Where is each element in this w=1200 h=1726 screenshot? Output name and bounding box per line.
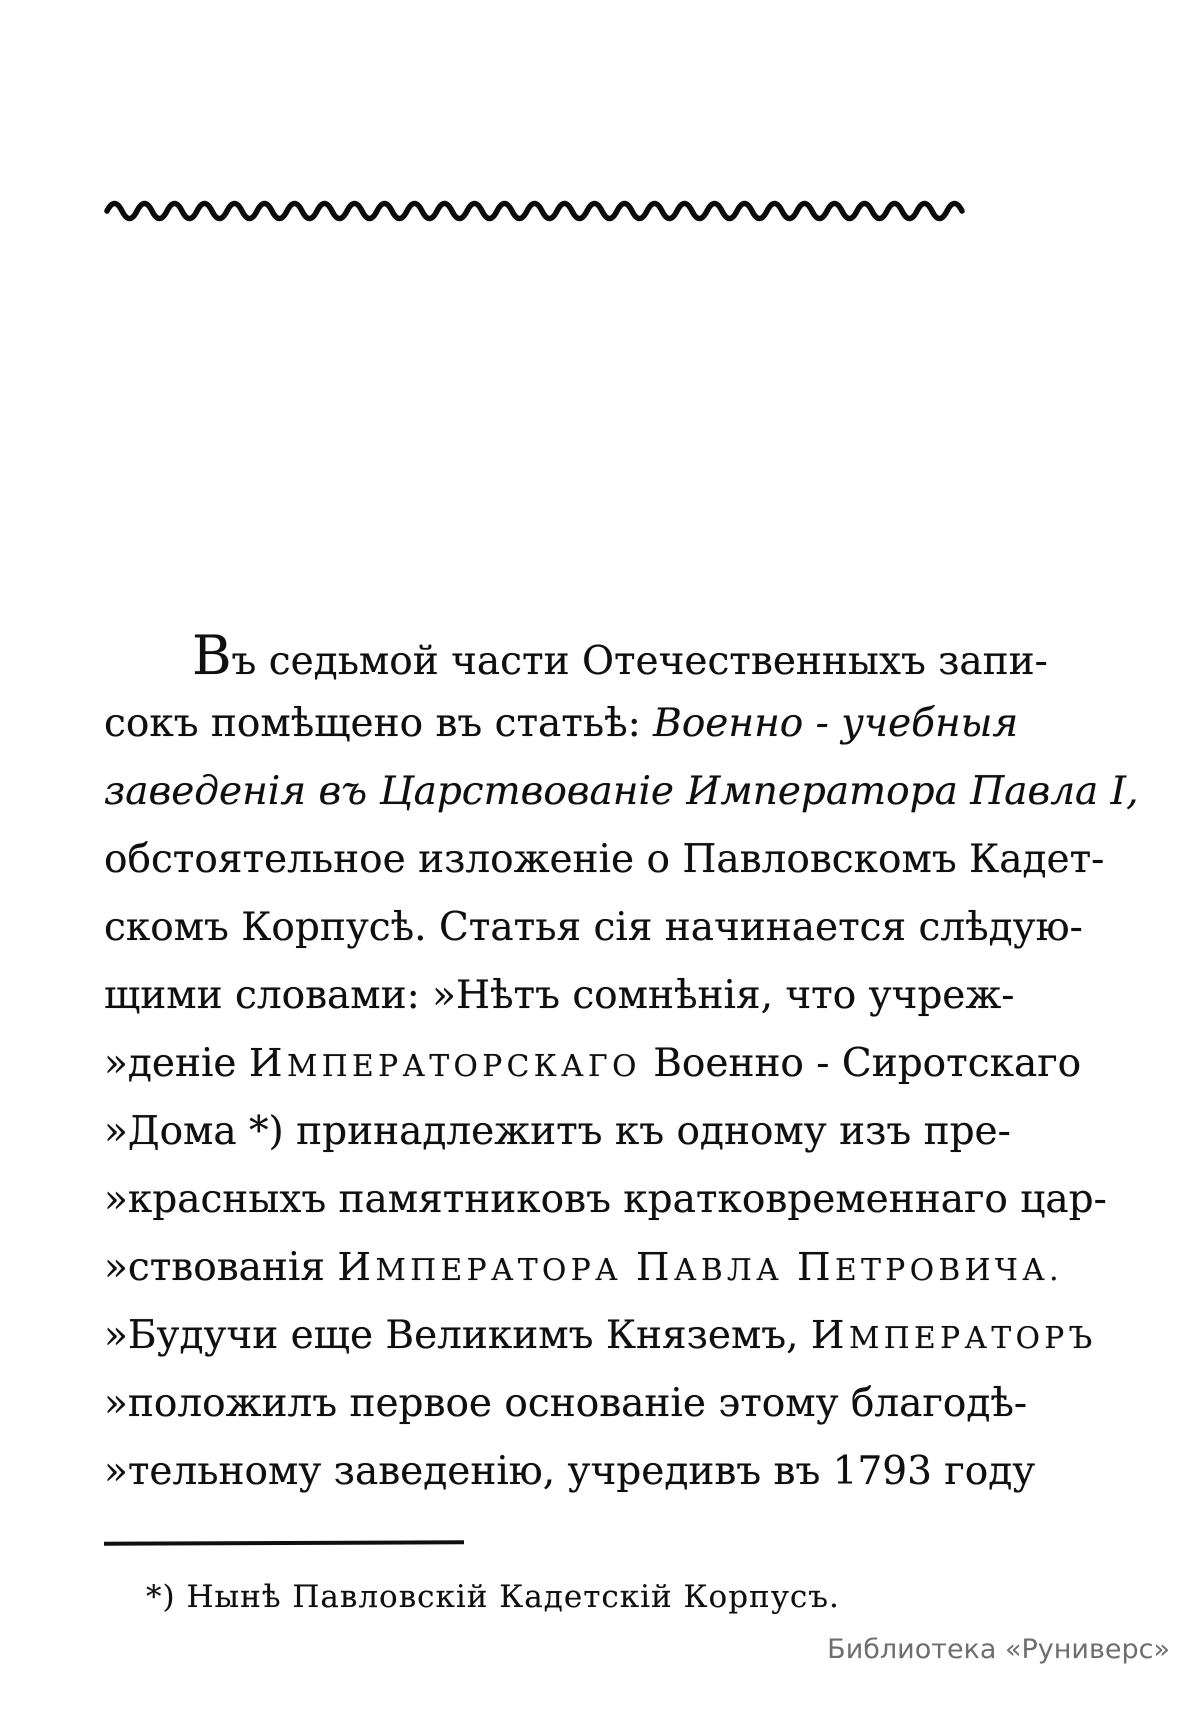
- smallcaps-initial: И: [810, 1313, 849, 1358]
- footnote-text: *) Нынѣ Павловскій Кадетскій Корпусъ.: [146, 1579, 840, 1615]
- text-segment-normal: сокъ помѣщено въ статьѣ:: [104, 701, 654, 746]
- paragraph: [104, 622, 1139, 1506]
- text-segment-normal: скомъ Корпусѣ. Статья сія начинается слѣдую-: [104, 905, 1083, 950]
- text-segment-normal: ъ седьмой части Отечественныхъ запи-: [231, 639, 1048, 684]
- text-segment-normal: »Будучи еще Великимъ Княземъ,: [104, 1313, 811, 1358]
- smallcaps-initial: П: [796, 1245, 836, 1290]
- text-line: [104, 622, 1048, 690]
- text-segment-normal: »красныхъ памятниковъ кратковременнаго цар-: [104, 1177, 1107, 1222]
- text-segment-normal: щими словами: »Нѣтъ сомнѣнія, что учреж-: [104, 973, 1015, 1018]
- text-segment-normal: »деніе: [104, 1041, 249, 1086]
- text-segment-normal: Военно - Сиротскаго: [640, 1041, 1082, 1086]
- smallcaps-initial: И: [337, 1245, 376, 1290]
- text-segment-italic: заведенія въ Царствованіе Императора Павла I,: [104, 769, 1139, 814]
- text-line: [104, 1098, 1011, 1166]
- text-segment-initial: В: [192, 624, 232, 687]
- smallcaps-initial: П: [635, 1245, 674, 1290]
- text-segment-normal: »ствованія: [104, 1245, 338, 1290]
- text-line: [104, 1166, 1107, 1234]
- text-segment-italic: Военно - учебныя: [653, 701, 1019, 746]
- footnote-rule: [104, 1540, 464, 1546]
- text-line: [104, 894, 1083, 962]
- text-line: [104, 1438, 1036, 1506]
- text-segment-normal: »тельному заведенію, учредивъ въ 1793 году: [104, 1449, 1036, 1494]
- text-segment-smallcaps: ИМПЕРАТОРА ПАВЛА ПЕТРОВИЧА.: [337, 1245, 1064, 1290]
- text-line: [104, 690, 1019, 758]
- text-segment-smallcaps: ИМПЕРАТОРЪ: [810, 1313, 1097, 1358]
- text-line: [104, 758, 1139, 826]
- smallcaps-initial: И: [248, 1041, 287, 1086]
- text-segment-normal: обстоятельное изложеніе о Павловскомъ Кадет-: [104, 837, 1105, 882]
- text-line: [104, 1370, 1028, 1438]
- wavy-rule-path: [107, 204, 962, 219]
- text-line: [104, 1234, 1064, 1302]
- text-segment-smallcaps: ИМПЕРАТОРСКАГО: [248, 1041, 641, 1086]
- text-line: [104, 1302, 1097, 1370]
- wavy-rule-ornament: [103, 196, 965, 222]
- watermark-text: Библиотека «Руниверс»: [827, 1634, 1170, 1665]
- text-line: [104, 1030, 1082, 1098]
- text-segment-normal: »положилъ первое основаніе этому благодѣ-: [104, 1381, 1028, 1426]
- text-line: [104, 962, 1015, 1030]
- text-segment-normal: »Дома *) принадлежитъ къ одному изъ пре-: [104, 1109, 1011, 1154]
- text-line: [104, 826, 1105, 894]
